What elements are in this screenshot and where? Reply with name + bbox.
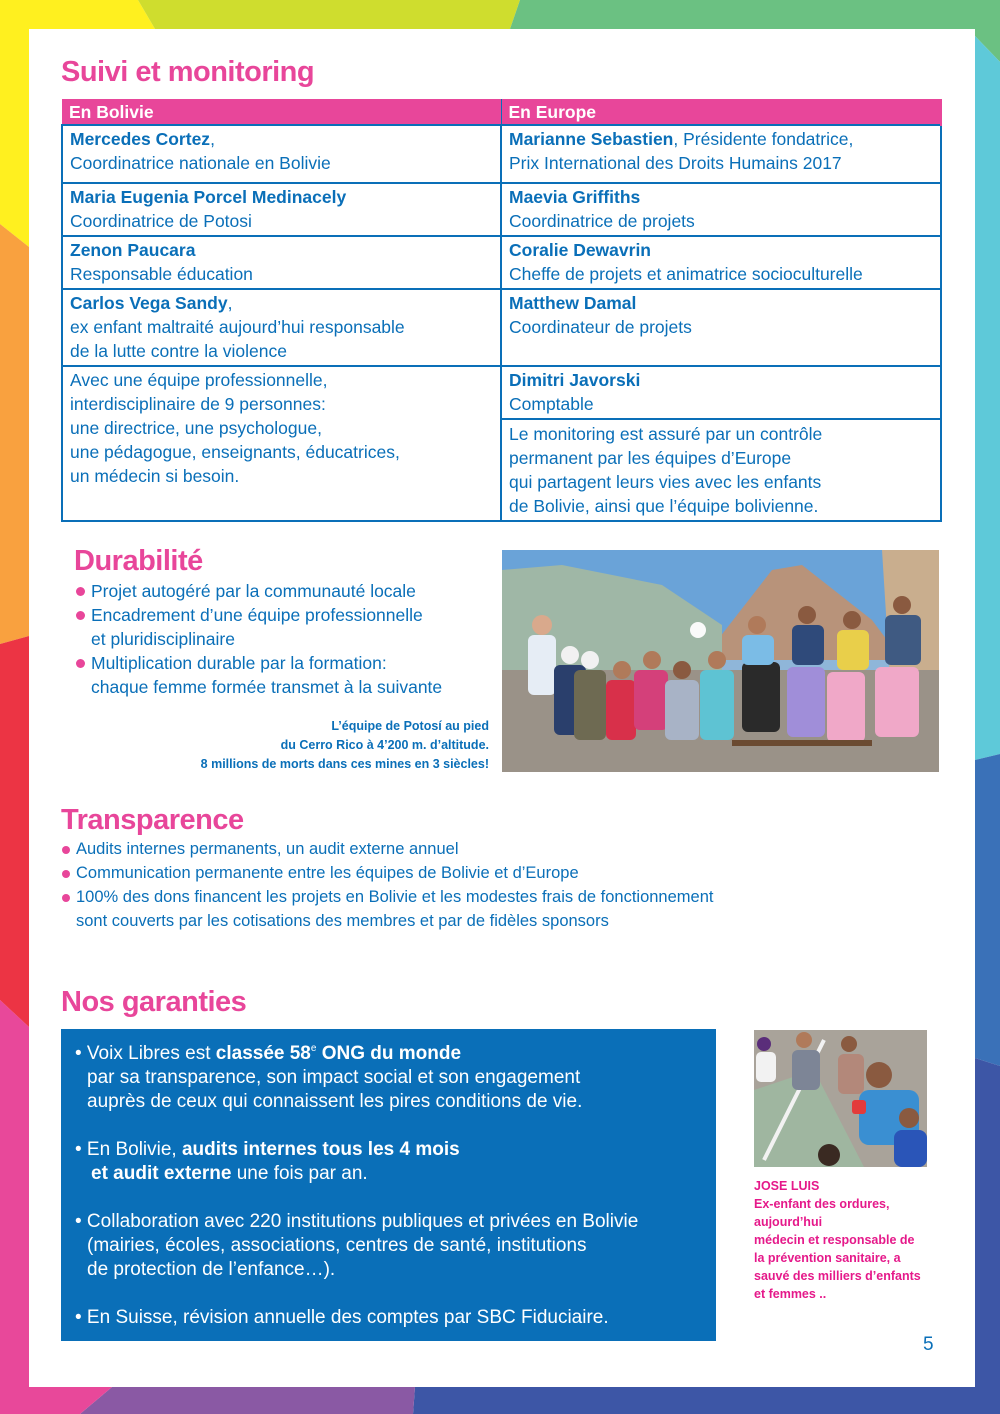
list-item: Audits internes permanents, un audit externe annuel bbox=[61, 837, 713, 861]
member-role: de la lutte contre la violence bbox=[70, 341, 287, 361]
member-role: ex enfant maltraité aujourd’hui responsable bbox=[70, 317, 405, 337]
team-member-cell bbox=[501, 183, 941, 236]
member-name: Maria Eugenia Porcel Medinacely bbox=[70, 187, 347, 207]
member-role: Coordinatrice de projets bbox=[509, 211, 695, 231]
list-item: Communication permanente entre les équipes de Bolivie et d’Europe bbox=[61, 861, 713, 885]
bullet-icon bbox=[76, 659, 85, 668]
member-role: Prix International des Droits Humains 2017 bbox=[509, 153, 842, 173]
column-header-bolivia: En Bolivie bbox=[62, 99, 501, 125]
table-row bbox=[62, 183, 941, 236]
guarantee-item: • En Bolivie, audits internes tous les 4 mois et audit externe une fois par an. bbox=[75, 1139, 460, 1184]
europe-monitoring-note: Le monitoring est assuré par un contrôle permanent par les équipes d’Europe qui partagent leurs vies avec les enfants de Bolivie, ainsi que l’équipe bolivienne. bbox=[501, 419, 941, 521]
table-row bbox=[62, 125, 941, 183]
durabilite-list bbox=[73, 579, 442, 699]
bullet-icon bbox=[62, 894, 70, 902]
bullet-icon bbox=[76, 587, 85, 596]
list-item: Multiplication durable par la formation: chaque femme formée transmet à la suivante bbox=[73, 651, 442, 699]
garanties-box bbox=[61, 1029, 716, 1341]
photo-caption: L’équipe de Potosí au pied du Cerro Rico à 4’200 m. d’altitude. 8 millions de morts dans ces mines en 3 siècles! bbox=[200, 719, 489, 771]
member-role: Comptable bbox=[509, 394, 594, 414]
table-row bbox=[62, 289, 941, 366]
guarantee-item: • En Suisse, révision annuelle des comptes par SBC Fiduciaire. bbox=[75, 1307, 609, 1328]
member-name: Carlos Vega Sandy bbox=[70, 293, 228, 313]
guarantee-item: • Voix Libres est classée 58e ONG du monde par sa transparence, son impact social et son engagement auprès de ceux qui connaissent les pires conditions de vie. bbox=[75, 1043, 583, 1112]
section-title-monitoring: Suivi et monitoring bbox=[61, 56, 315, 88]
team-member-cell bbox=[62, 183, 501, 236]
bullet-icon bbox=[62, 846, 70, 854]
member-role: Coordinatrice nationale en Bolivie bbox=[70, 153, 331, 173]
bolivia-team-note: Avec une équipe professionnelle, interdisciplinaire de 9 personnes: une directrice, une psychologue, une pédagogue, enseignants, éducatrices, un médecin si besoin. bbox=[62, 366, 501, 521]
member-name: Zenon Paucara bbox=[70, 240, 196, 260]
team-member-cell bbox=[501, 236, 941, 289]
section-title-garanties: Nos garanties bbox=[61, 986, 247, 1018]
member-name: Maevia Griffiths bbox=[509, 187, 641, 207]
member-name: Mercedes Cortez bbox=[70, 129, 211, 149]
member-role: Responsable éducation bbox=[70, 264, 253, 284]
section-title-transparence: Transparence bbox=[61, 804, 244, 836]
section-title-durabilite: Durabilité bbox=[74, 545, 203, 577]
list-item: Encadrement d’une équipe professionnelle et pluridisciplinaire bbox=[73, 603, 442, 651]
page-number: 5 bbox=[923, 1334, 934, 1355]
team-member-cell: Carlos Vega Sandy, ex enfant maltraité aujourd’hui responsable de la lutte contre la violence bbox=[62, 289, 501, 366]
member-name: Coralie Dewavrin bbox=[509, 240, 651, 260]
column-header-europe: En Europe bbox=[501, 99, 941, 125]
bullet-icon bbox=[76, 611, 85, 620]
guarantee-item: • Collaboration avec 220 institutions publiques et privées en Bolivie (mairies, écoles, associations, centres de santé, institutions de protection de l’enfance…). bbox=[75, 1211, 639, 1280]
bullet-icon bbox=[62, 870, 70, 878]
team-table bbox=[61, 99, 942, 522]
member-role: Coordinateur de projets bbox=[509, 317, 692, 337]
table-row bbox=[62, 236, 941, 289]
team-member-cell bbox=[501, 289, 941, 366]
jose-luis-photo bbox=[754, 1030, 927, 1167]
team-member-cell bbox=[501, 366, 941, 419]
table-row bbox=[62, 366, 941, 419]
jose-luis-caption: JOSE LUIS Ex-enfant des ordures, aujourd’hui médecin et responsable de la prévention sanitaire, a sauvé des milliers d’enfants et femmes .. bbox=[754, 1179, 921, 1301]
member-name: Dimitri Javorski bbox=[509, 370, 641, 390]
page bbox=[29, 29, 975, 1387]
team-photo bbox=[502, 550, 939, 772]
team-member-cell: Marianne Sebastien, Présidente fondatrice, Prix International des Droits Humains 2017 bbox=[501, 125, 941, 183]
list-item: Projet autogéré par la communauté locale bbox=[73, 579, 442, 603]
member-role: Coordinatrice de Potosi bbox=[70, 211, 252, 231]
member-name: Marianne Sebastien bbox=[509, 129, 674, 149]
team-member-cell bbox=[62, 236, 501, 289]
team-member-cell: Mercedes Cortez, Coordinatrice nationale en Bolivie bbox=[62, 125, 501, 183]
transparence-list bbox=[61, 837, 713, 933]
list-item: 100% des dons financent les projets en Bolivie et les modestes frais de fonctionnement sont couverts par les cotisations des membres et par de fidèles sponsors bbox=[61, 885, 713, 933]
member-name: Matthew Damal bbox=[509, 293, 637, 313]
member-role: Cheffe de projets et animatrice socioculturelle bbox=[509, 264, 863, 284]
